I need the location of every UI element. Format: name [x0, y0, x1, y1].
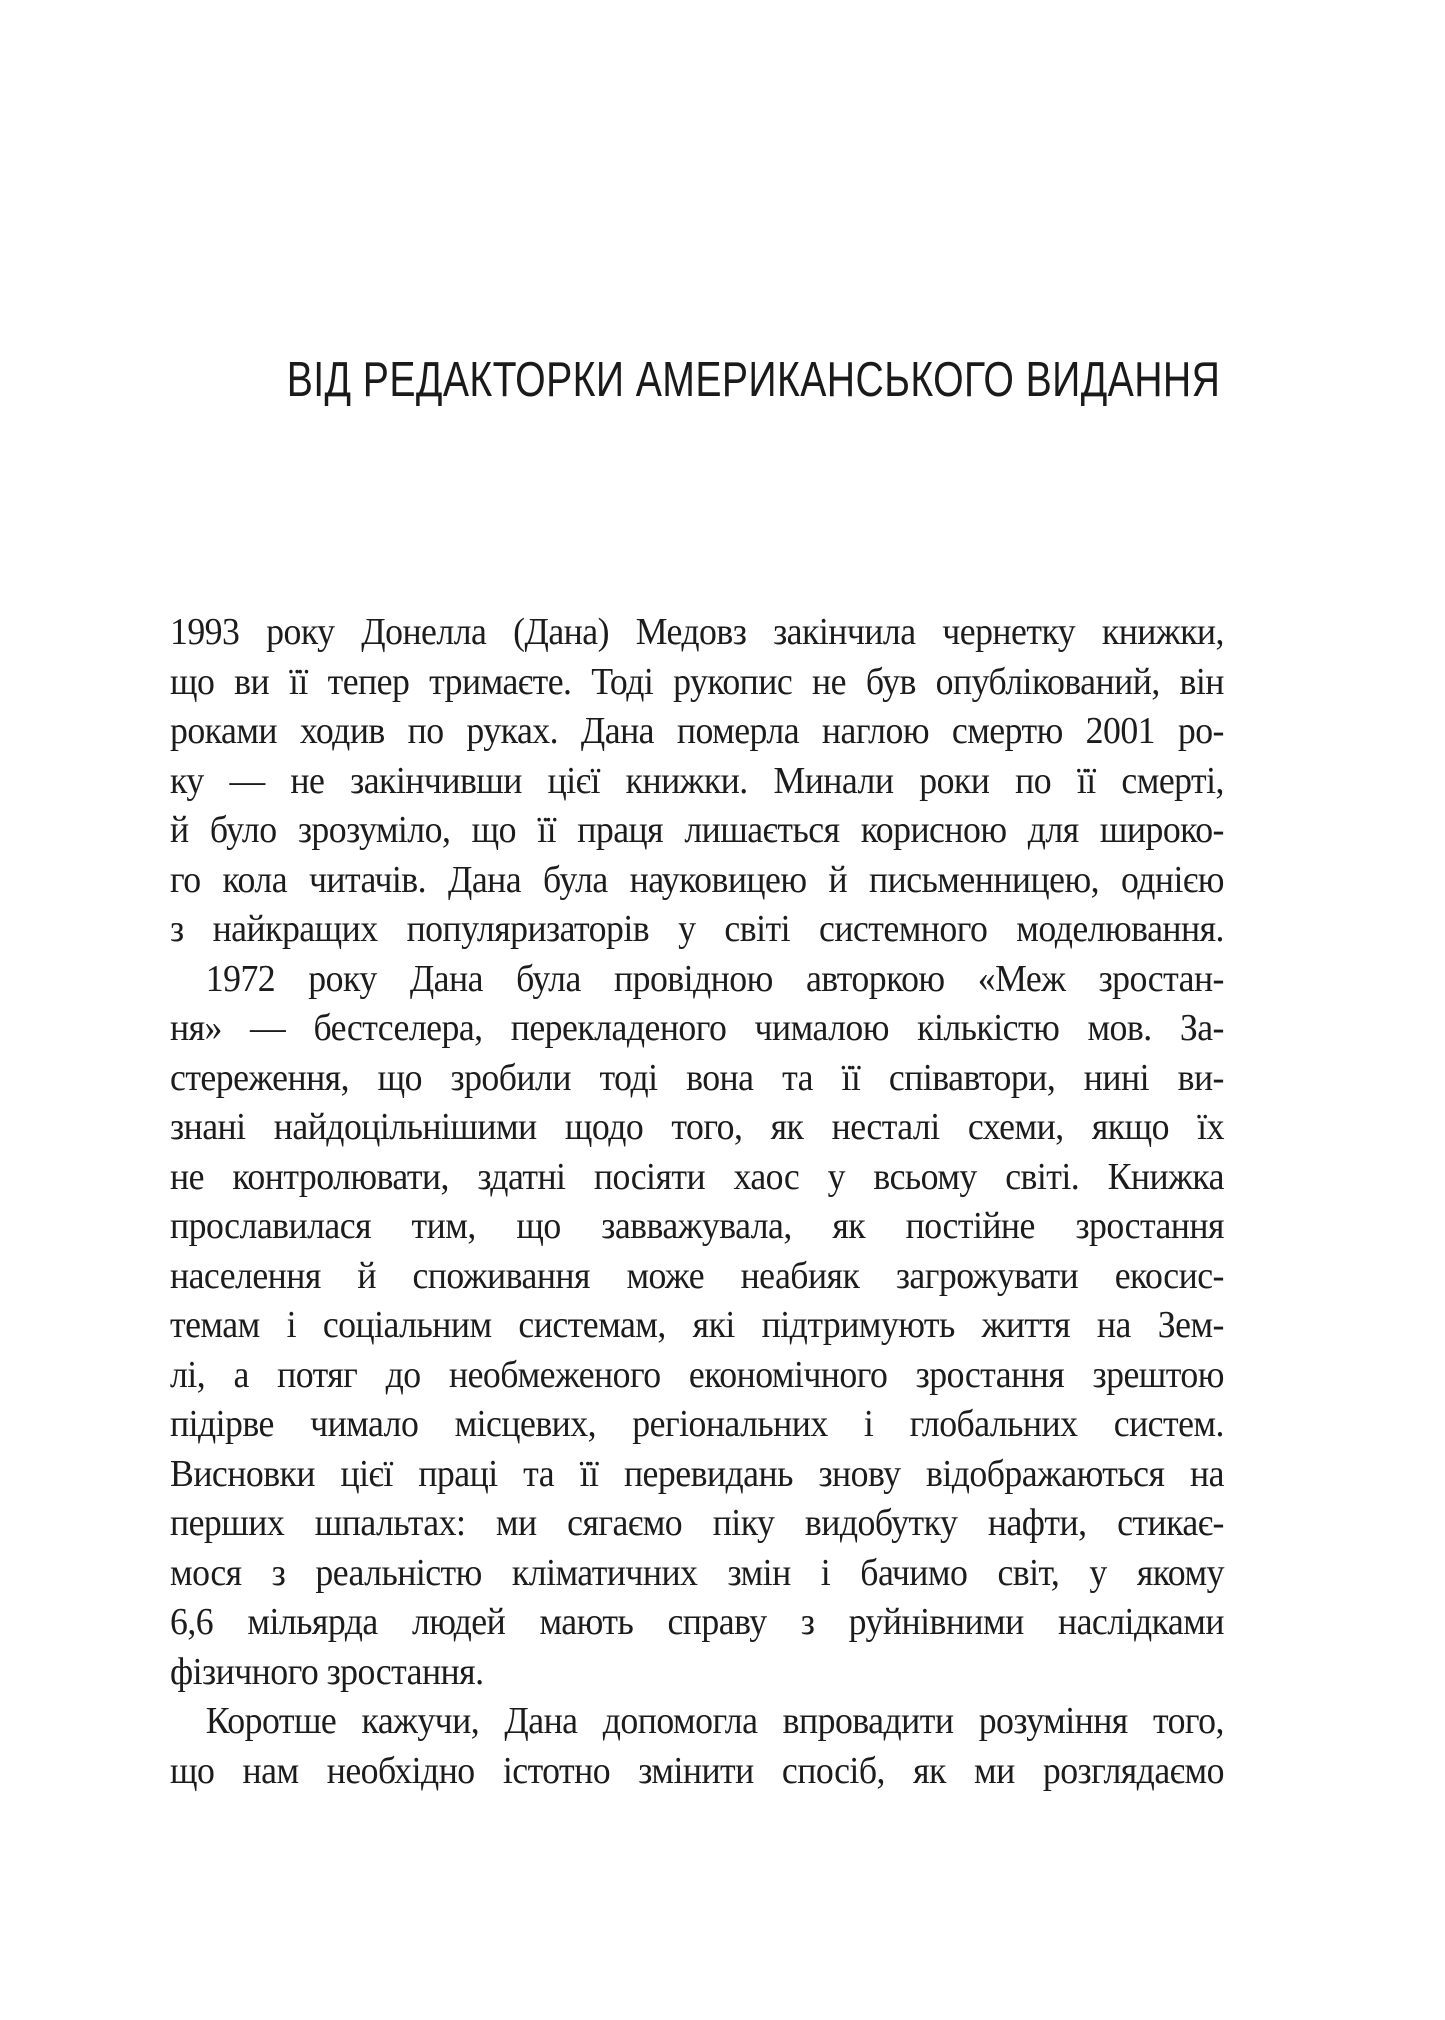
text-line: 6,6 мільярда людей мають справу з руйнівними наслідками [170, 1601, 1224, 1643]
text-line: го кола читачів. Дана була науковицею й письменницею, однією [170, 858, 1224, 901]
text-line: населення й споживання може неабияк загрожувати екосис- [170, 1254, 1224, 1297]
text-line: фізичного зростання. [170, 1650, 484, 1693]
text-line: не контролювати, здатні посіяти хаос у всьому світі. Книжка [170, 1155, 1224, 1198]
text-line: й було зрозуміло, що її праця лишається корисною для широко- [170, 809, 1224, 851]
text-line: стереження, що зробили тоді вона та її співавтори, нині ви- [170, 1056, 1224, 1099]
text-line: Коротше кажучи, Дана допомогла впровадити розуміння того, [205, 1700, 1224, 1742]
text-line: знані найдоцільнішими щодо того, як несталі схеми, якщо їх [170, 1106, 1224, 1148]
text-line: темам і соціальним системам, які підтримують життя на Зем- [170, 1304, 1224, 1346]
text-line: що нам необхідно істотно змінити спосіб, як ми розглядаємо [170, 1749, 1224, 1792]
body-text-block [170, 608, 1224, 1796]
text-line: ку — не закінчивши цієї книжки. Минали роки по її смерті, [170, 759, 1224, 802]
text-line: перших шпальтах: ми сягаємо піку видобутку нафти, стикає- [170, 1502, 1224, 1544]
text-line: прославилася тим, що завважувала, як постійне зростання [170, 1205, 1224, 1247]
text-line: лі, а потяг до необмеженого економічного зростання зрештою [170, 1353, 1224, 1396]
text-line: 1972 року Дана була провідною авторкою «Меж зростан- [205, 957, 1224, 1000]
text-line: з найкращих популяризаторів у світі системного моделювання. [170, 908, 1224, 950]
text-line: роками ходив по руках. Дана померла наглою смертю 2001 ро- [170, 710, 1224, 752]
text-line: підірве чимало місцевих, регіональних і глобальних систем. [170, 1403, 1224, 1445]
text-line: мося з реальністю кліматичних змін і бачимо світ, у якому [170, 1551, 1224, 1594]
page-title: ВІД РЕДАКТОРКИ АМЕРИКАНСЬКОГО ВИДАННЯ [286, 353, 1221, 407]
chapter-heading-container [170, 353, 1224, 407]
text-line: ня» — бестселера, перекладеного чималою кількістю мов. За- [170, 1007, 1224, 1049]
text-line: 1993 року Донелла (Дана) Медовз закінчила чернетку книжки, [170, 611, 1224, 653]
text-line: що ви її тепер тримаєте. Тоді рукопис не був опублікований, він [170, 660, 1224, 703]
text-line: Висновки цієї праці та її перевидань знову відображаються на [170, 1452, 1224, 1495]
